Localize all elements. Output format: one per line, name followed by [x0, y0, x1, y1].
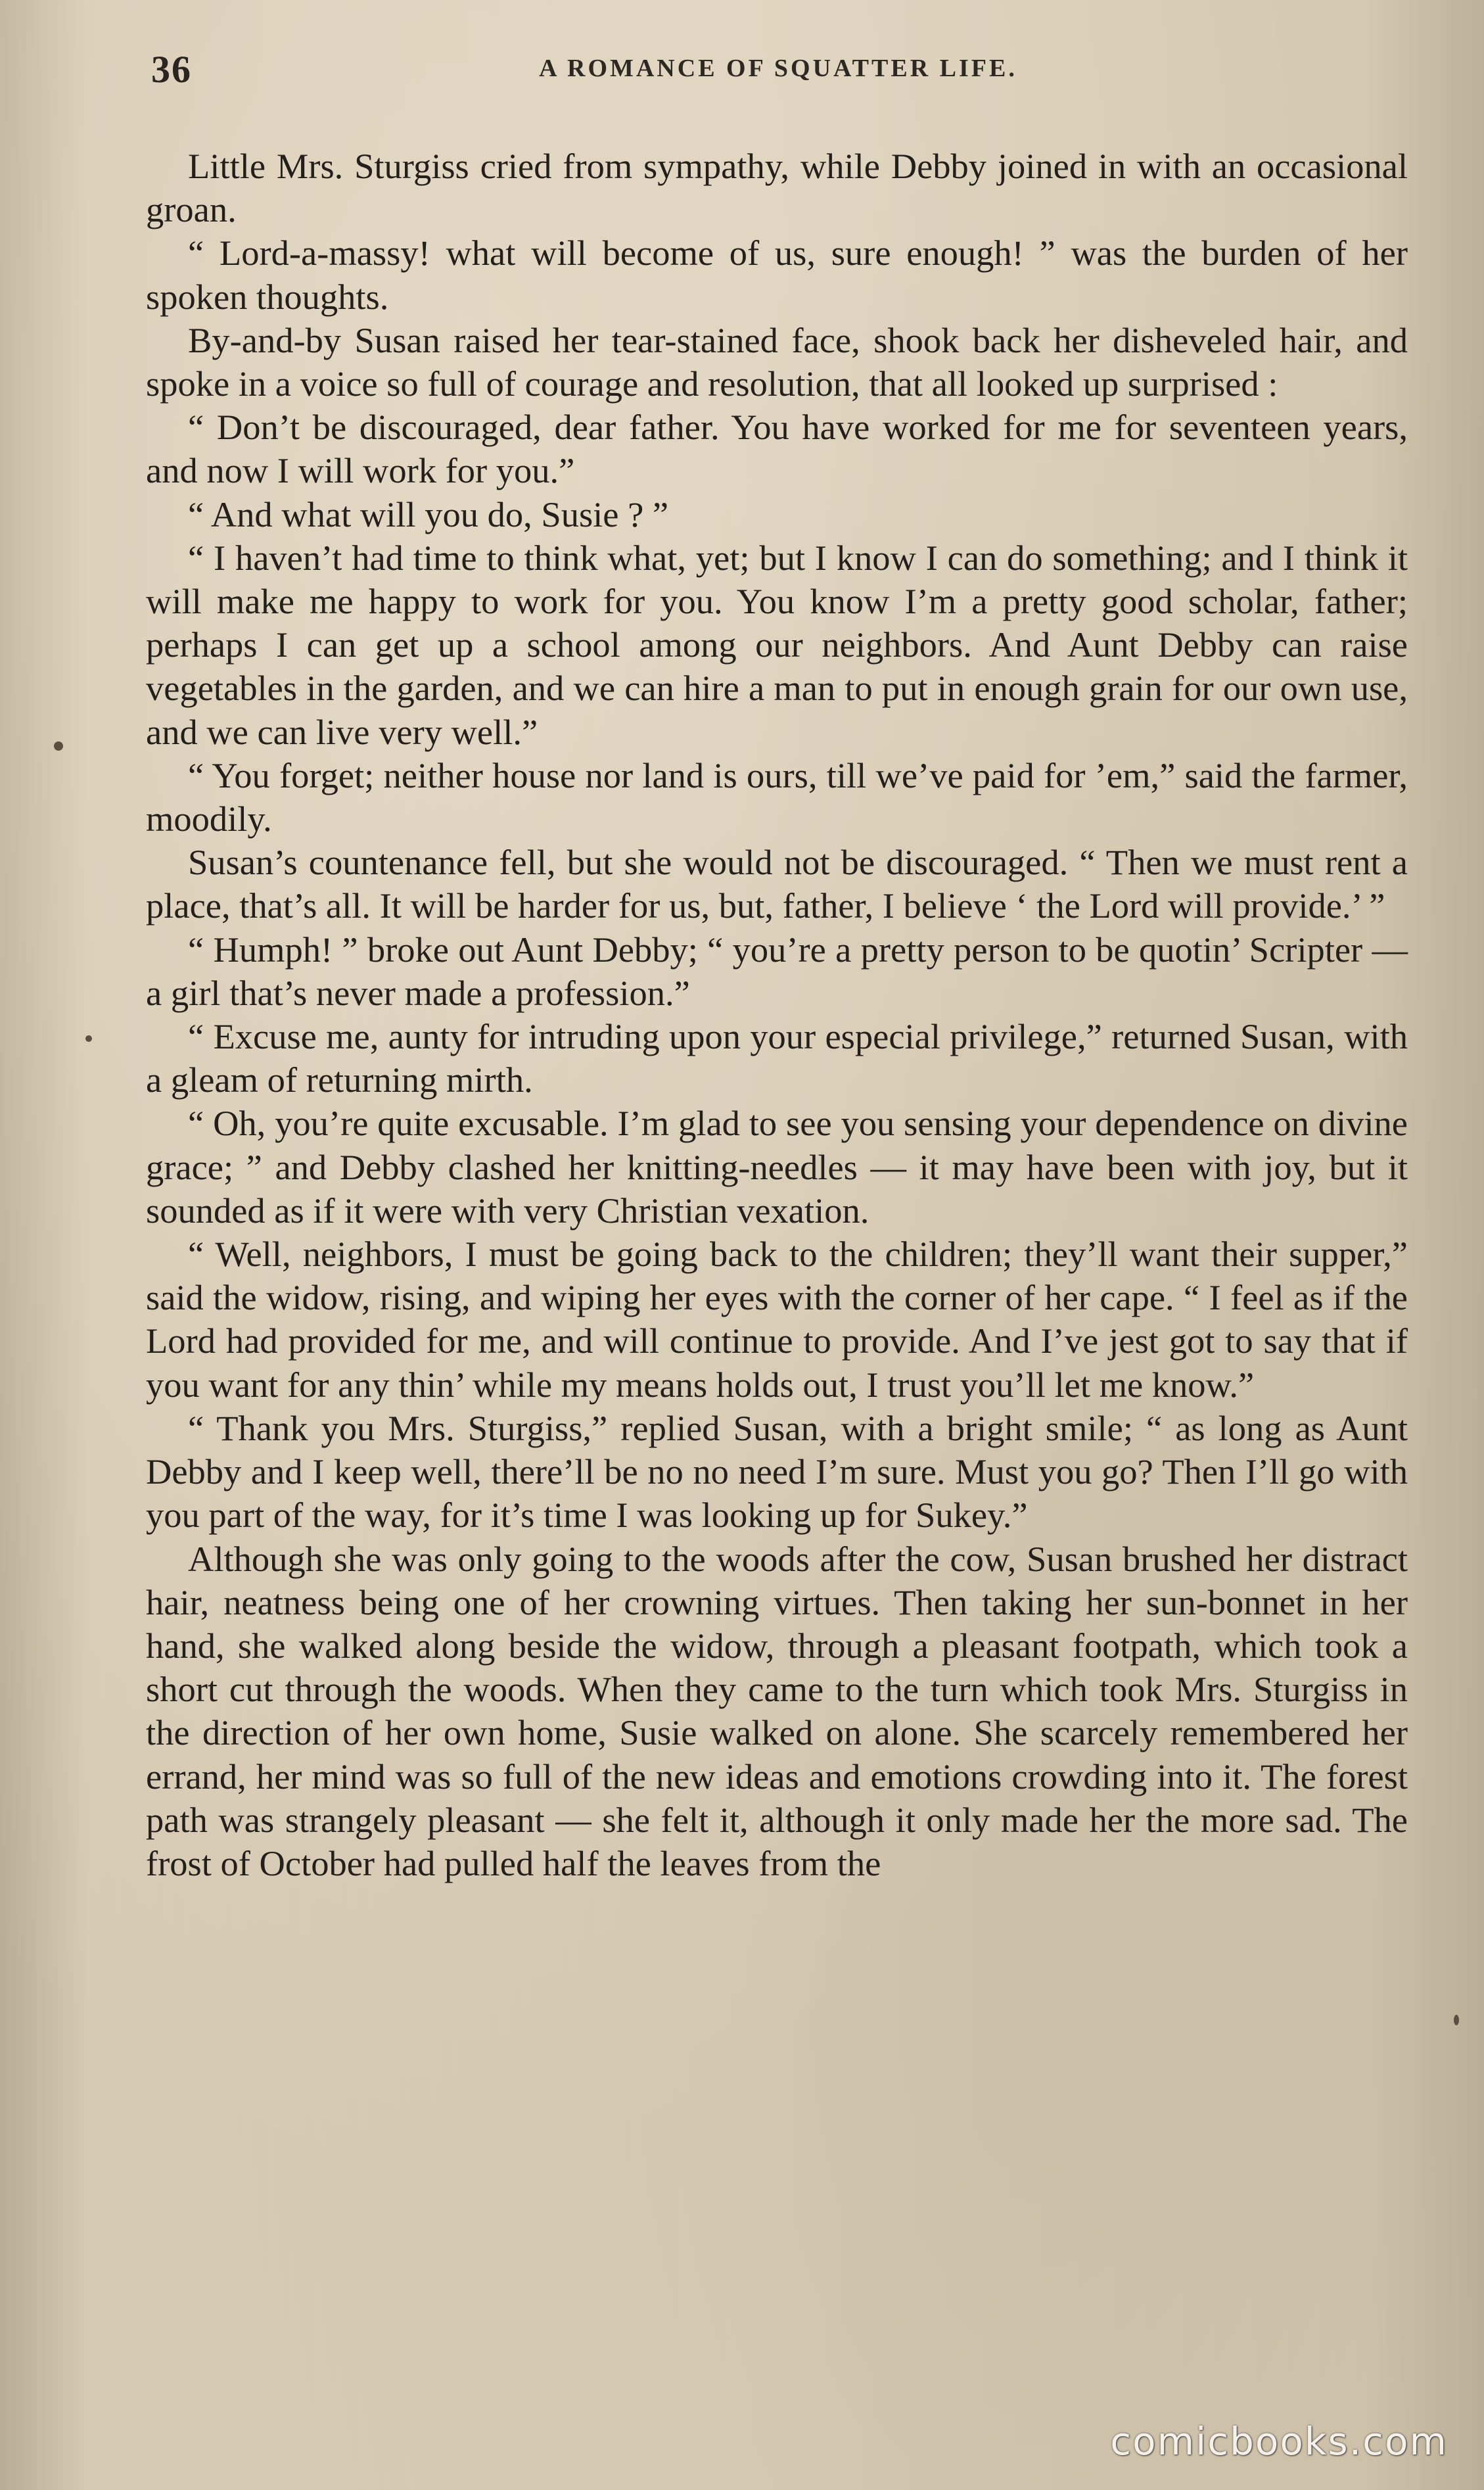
paper-speck	[54, 741, 63, 751]
page-header	[151, 47, 1405, 100]
paper-speck	[1454, 2015, 1459, 2025]
site-watermark: comicbooks.com	[1110, 2419, 1448, 2464]
body-text	[146, 145, 1408, 1885]
paragraph: “ You forget; neither house nor land is ours, till we’ve paid for ’em,” said the farmer, moodily.	[146, 755, 1408, 839]
paragraph: Susan’s countenance fell, but she would not be discouraged. “ Then we must rent a place, that’s all. It will be harder for us, but, father, I believe ‘ the Lord will provide.’ ”	[146, 842, 1408, 926]
paragraph: “ Lord-a-massy! what will become of us, sure enough! ” was the burden of her spoken thoughts.	[146, 233, 1408, 317]
paragraph: “ I haven’t had time to think what, yet; but I know I can do something; and I think it will make me happy to work for you. You know I’m a pretty good scholar, father; perhaps I can get up a school among our neighbors. And Aunt Debby can raise vegetables in the garden, and we can hire a man to put in enough grain for our own use, and we can live very well.”	[146, 537, 1408, 752]
paragraph: “ Humph! ” broke out Aunt Debby; “ you’re a pretty person to be quotin’ Scripter — a girl that’s never made a profession.”	[146, 929, 1408, 1013]
running-title: A ROMANCE OF SQUATTER LIFE.	[539, 55, 1017, 82]
paragraph: “ Excuse me, aunty for intruding upon your especial privilege,” returned Susan, with a gleam of returning mirth.	[146, 1016, 1408, 1100]
page-number: 36	[151, 48, 192, 91]
paragraph: “ Well, neighbors, I must be going back to the children; they’ll want their supper,” said the widow, rising, and wiping her eyes with the corner of her cape. “ I feel as if the Lord had provided for me, and will continue to provide. And I’ve jest got to say that if you want for any thin’ while my means holds out, I trust you’ll let me know.”	[146, 1234, 1408, 1405]
paragraph: Although she was only going to the woods after the cow, Susan brushed her distract hair, neatness being one of her crowning virtues. Then taking her sun-bonnet in her hand, she walked along beside the widow, through a pleasant footpath, which took a short cut through the woods. When they came to the turn which took Mrs. Sturgiss in the direction of her own home, Susie walked on alone. She scarcely remembered her errand, her mind was so full of the new ideas and emotions crowding into it. The forest path was strangely pleasant — she felt it, although it only made her the more sad. The frost of October had pulled half the leaves from the	[146, 1538, 1408, 1883]
paragraph: “ Oh, you’re quite excusable. I’m glad to see you sensing your dependence on divine grace; ” and Debby clashed her knitting-needles — it may have been with joy, but it sounded as if it were with very Christian vexation.	[146, 1103, 1408, 1231]
paragraph: “ And what will you do, Susie ? ”	[188, 494, 669, 534]
paper-speck	[85, 1035, 92, 1042]
paragraph: “ Don’t be discouraged, dear father. You have worked for me for seventeen years, and now I will work for you.”	[146, 407, 1408, 491]
paragraph: Little Mrs. Sturgiss cried from sympathy, while Debby joined in with an occasional groan.	[146, 146, 1408, 230]
paragraph: “ Thank you Mrs. Sturgiss,” replied Susan, with a bright smile; “ as long as Aunt Debby and I keep well, there’ll be no no need I’m sure. Must you go? Then I’ll go with you part of the way, for it’s time I was looking up for Sukey.”	[146, 1407, 1408, 1536]
paragraph: By-and-by Susan raised her tear-stained face, shook back her disheveled hair, and spoke in a voice so full of courage and resolution, that all looked up surprised :	[146, 319, 1408, 404]
